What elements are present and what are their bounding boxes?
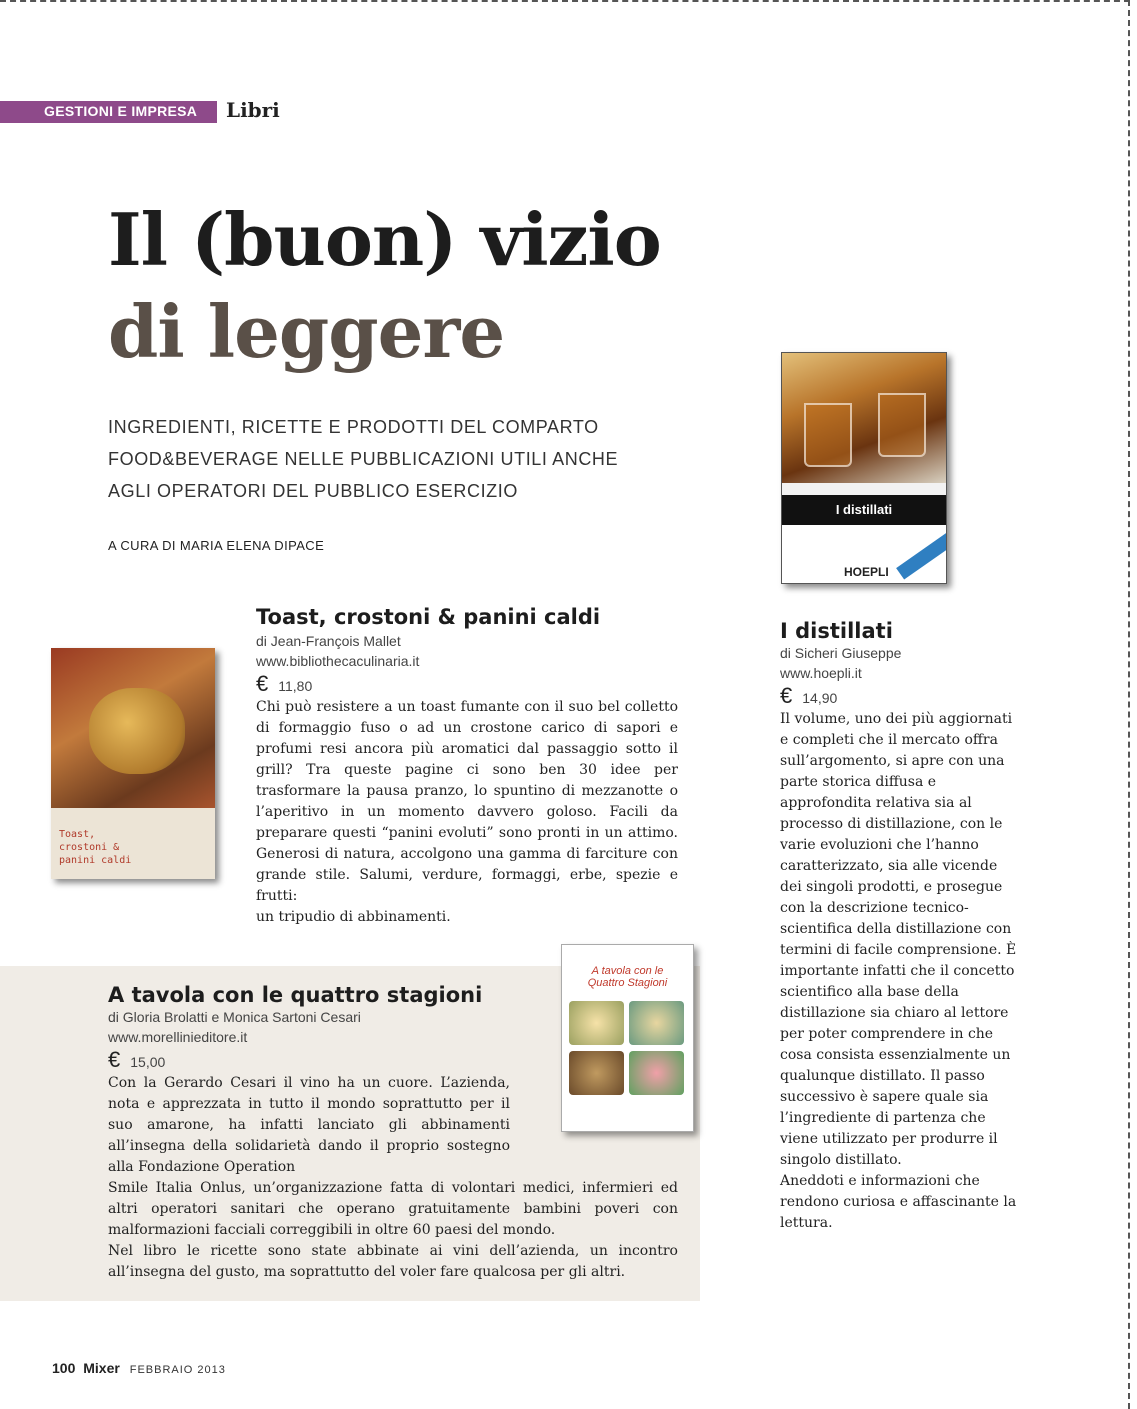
book-cover-toast — [51, 648, 215, 879]
book-author: di Gloria Brolatti e Monica Sartoni Cesari — [108, 1009, 361, 1025]
book-author: di Sicheri Giuseppe — [780, 645, 902, 661]
page-border-top — [0, 0, 1130, 2]
cover-publisher: HOEPLI — [844, 565, 889, 579]
book-website: www.bibliothecaculinaria.it — [256, 653, 420, 669]
book-price — [108, 1047, 678, 1073]
cover-title-line: Quattro Stagioni — [587, 977, 668, 989]
page-title — [108, 194, 661, 378]
magazine-name: Mixer — [83, 1360, 120, 1376]
page-footer — [52, 1360, 226, 1376]
book-description-continued: Smile Italia Onlus, un’organizzazione fatta di volontari medici, infermieri ed altri operatori sanitari che operano gratuitamente bambini poveri con malformazioni facciali correggibili in oltre 60 paesi del mondo. — [108, 1180, 678, 1238]
section-label: GESTIONI E IMPRESA — [44, 103, 198, 119]
euro-icon: € — [780, 683, 793, 708]
cover-title-line: A tavola con le — [591, 965, 664, 977]
subtitle-line: INGREDIENTI, RICETTE E PRODOTTI DEL COMPARTO — [108, 417, 599, 437]
cover-food-image — [89, 688, 185, 774]
book-description: Il volume, uno dei più aggiornati e completi che il mercato offra sull’argomento, si apre con una parte storica diffusa e approfondita relativa sia al processo di distillazione, con le varie evoluzioni che l’hanno caratterizzato, sia alle vicende dei singoli prodotti, e prosegue con la descrizione tecnico-scientifica della distillazione con termini di facile comprensione. È importante infatti che il concetto scientifico alla base della distillazione sia chiaro al lettore per poter comprendere in che cosa consista essenzialmente un qualunque distillato. Il passo successivo è sapere quale sia l’ingrediente di partenza che viene utilizzato per produrre il singolo distillato. — [780, 711, 1017, 1168]
cover-title: Toast, crostoni & panini caldi — [59, 829, 132, 866]
article-distillati — [780, 619, 1020, 1234]
page-number: 100 — [52, 1360, 76, 1376]
page-border-right — [1128, 0, 1130, 1409]
book-description-end: Aneddoti e informazioni che rendono curiosa e affascinante la lettura. — [780, 1173, 1017, 1231]
cover-glass-image — [804, 403, 852, 467]
book-description: Con la Gerardo Cesari il vino ha un cuore. L’azienda, nota e apprezzata in tutto il mondo soprattutto per il suo amarone, ha infatti lanciato gli abbinamenti all’insegna della solidarietà dando il proprio sostegno alla Fondazione Operation — [108, 1075, 510, 1175]
title-line-1: Il (buon) vizio — [108, 197, 661, 282]
title-line-2: di leggere — [108, 289, 505, 374]
book-title: Toast, crostoni & panini caldi — [256, 605, 601, 629]
cover-glass-image — [878, 393, 926, 457]
euro-icon: € — [108, 1047, 121, 1072]
price-value: 11,80 — [278, 678, 313, 694]
article-toast — [256, 605, 678, 928]
euro-icon: € — [256, 671, 269, 696]
price-value: 15,00 — [130, 1054, 166, 1070]
cover-title: I distillati — [782, 495, 946, 525]
book-title: I distillati — [780, 619, 893, 643]
subsection-label: Libri — [226, 98, 280, 122]
book-title: A tavola con le quattro stagioni — [108, 983, 483, 1007]
book-price — [780, 683, 1020, 709]
subtitle — [108, 411, 628, 507]
article-stagioni — [108, 983, 678, 1283]
book-cover-distillati — [781, 352, 947, 584]
subtitle-line: AGLI OPERATORI DEL PUBBLICO ESERCIZIO — [108, 481, 518, 501]
book-description-end: un tripudio di abbinamenti. — [256, 909, 451, 925]
cover-author-strip — [782, 483, 946, 495]
book-description: Chi può resistere a un toast fumante con il suo bel colletto di formaggio fuso o ad un crostone carico di sapori e profumi resi ancora più aromatici dal passaggio sotto il grill? Tra queste pagine ci sono ben 30 idee per trasformare la pausa pranzo, lo spuntino di mezzanotte o l’aperitivo in un momento davvero goloso. Facili da preparare questi “panini evoluti” sono pronti in un attimo. Generosi di natura, accolgono una gamma di farciture con grande stile. Salumi, verdure, formaggi, erbe, spezie e frutti: — [256, 699, 678, 904]
issue-date: FEBBRAIO 2013 — [129, 1364, 226, 1376]
book-description-end: Nel libro le ricette sono state abbinate ai vini dell’azienda, un incontro all’insegna del gusto, ma soprattutto del voler fare qualcosa per gli altri. — [108, 1243, 678, 1280]
book-author: di Jean-François Mallet — [256, 633, 401, 649]
cover-ribbon — [896, 516, 947, 579]
book-price — [256, 671, 678, 697]
book-website: www.morellinieditore.it — [108, 1029, 248, 1045]
book-website: www.hoepli.it — [780, 665, 862, 681]
price-value: 14,90 — [802, 690, 838, 706]
byline: A CURA DI MARIA ELENA DIPACE — [108, 538, 325, 553]
subtitle-line: FOOD&BEVERAGE NELLE PUBBLICAZIONI UTILI ANCHE — [108, 449, 619, 469]
